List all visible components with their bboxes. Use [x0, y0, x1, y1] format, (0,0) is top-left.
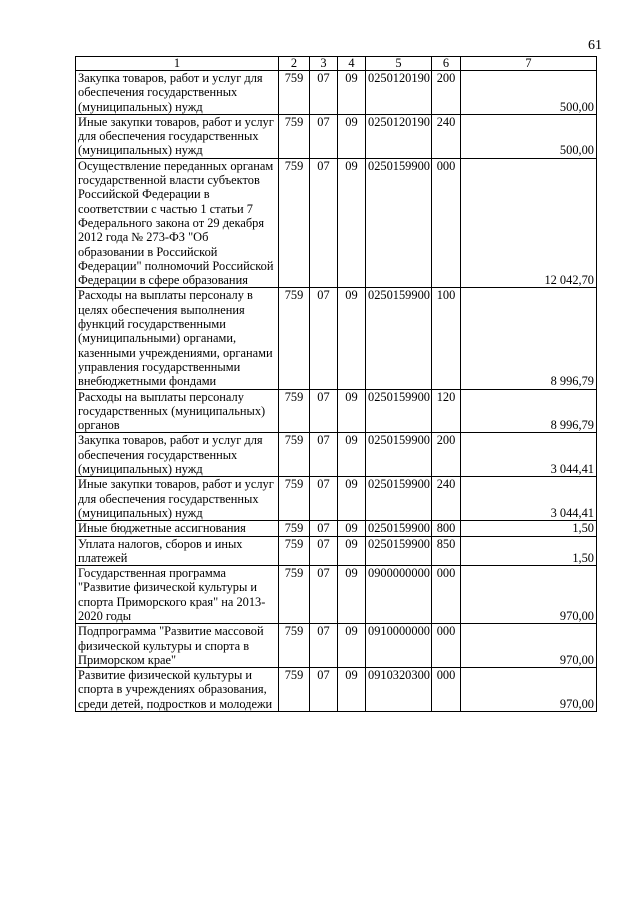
table-row: [76, 477, 597, 521]
subsection-code: 09: [338, 158, 366, 288]
section-code: 07: [310, 566, 338, 624]
table-row: [76, 71, 597, 115]
budget-table: [75, 56, 597, 712]
target-article-code: 0250159900: [366, 288, 432, 389]
ministry-code: 759: [279, 288, 310, 389]
expense-type-code: 240: [432, 114, 461, 158]
expense-name: Иные бюджетные ассигнования: [76, 521, 279, 536]
column-header: 3: [310, 57, 338, 71]
section-code: 07: [310, 624, 338, 668]
expense-type-code: 800: [432, 521, 461, 536]
ministry-code: 759: [279, 624, 310, 668]
target-article-code: 0250120190: [366, 114, 432, 158]
target-article-code: 0250159900: [366, 433, 432, 477]
ministry-code: 759: [279, 114, 310, 158]
table-row: [76, 389, 597, 433]
subsection-code: 09: [338, 477, 366, 521]
expense-type-code: 240: [432, 477, 461, 521]
amount: 8 996,79: [461, 288, 597, 389]
expense-name: Расходы на выплаты персоналу государственных (муниципальных) органов: [76, 389, 279, 433]
target-article-code: 0910320300: [366, 668, 432, 712]
ministry-code: 759: [279, 566, 310, 624]
expense-type-code: 100: [432, 288, 461, 389]
amount: 970,00: [461, 624, 597, 668]
amount: 12 042,70: [461, 158, 597, 288]
expense-name: Расходы на выплаты персоналу в целях обеспечения выполнения функций государственными (муниципальными) органами, казенными учреждениями, органами управления государственными внебюджетными фондами: [76, 288, 279, 389]
expense-type-code: 000: [432, 668, 461, 712]
subsection-code: 09: [338, 433, 366, 477]
table-row: [76, 288, 597, 389]
target-article-code: 0910000000: [366, 624, 432, 668]
column-header: 6: [432, 57, 461, 71]
target-article-code: 0900000000: [366, 566, 432, 624]
expense-type-code: 000: [432, 624, 461, 668]
target-article-code: 0250159900: [366, 521, 432, 536]
ministry-code: 759: [279, 71, 310, 115]
ministry-code: 759: [279, 477, 310, 521]
ministry-code: 759: [279, 389, 310, 433]
ministry-code: 759: [279, 158, 310, 288]
subsection-code: 09: [338, 114, 366, 158]
subsection-code: 09: [338, 624, 366, 668]
amount: 500,00: [461, 71, 597, 115]
target-article-code: 0250159900: [366, 158, 432, 288]
subsection-code: 09: [338, 521, 366, 536]
table-row: [76, 158, 597, 288]
column-header: 5: [366, 57, 432, 71]
expense-type-code: 000: [432, 158, 461, 288]
amount: 1,50: [461, 521, 597, 536]
expense-type-code: 000: [432, 566, 461, 624]
expense-type-code: 850: [432, 536, 461, 566]
column-header: 4: [338, 57, 366, 71]
table-row: [76, 566, 597, 624]
target-article-code: 0250159900: [366, 389, 432, 433]
amount: 1,50: [461, 536, 597, 566]
subsection-code: 09: [338, 536, 366, 566]
section-code: 07: [310, 477, 338, 521]
expense-name: Подпрограмма "Развитие массовой физической культуры и спорта в Приморском крае": [76, 624, 279, 668]
amount: 500,00: [461, 114, 597, 158]
expense-name: Государственная программа "Развитие физической культуры и спорта Приморского края" на 2013-2020 годы: [76, 566, 279, 624]
expense-name: Иные закупки товаров, работ и услуг для обеспечения государственных (муниципальных) нужд: [76, 477, 279, 521]
expense-name: Закупка товаров, работ и услуг для обеспечения государственных (муниципальных) нужд: [76, 433, 279, 477]
amount: 8 996,79: [461, 389, 597, 433]
section-code: 07: [310, 158, 338, 288]
expense-name: Развитие физической культуры и спорта в учреждениях образования, среди детей, подростков и молодежи: [76, 668, 279, 712]
amount: 3 044,41: [461, 433, 597, 477]
expense-type-code: 200: [432, 433, 461, 477]
ministry-code: 759: [279, 521, 310, 536]
section-code: 07: [310, 71, 338, 115]
table-row: [76, 433, 597, 477]
expense-type-code: 200: [432, 71, 461, 115]
section-code: 07: [310, 389, 338, 433]
section-code: 07: [310, 521, 338, 536]
column-header: 2: [279, 57, 310, 71]
section-code: 07: [310, 288, 338, 389]
expense-type-code: 120: [432, 389, 461, 433]
table-row: [76, 668, 597, 712]
amount: 970,00: [461, 566, 597, 624]
table-row: [76, 114, 597, 158]
table-row: [76, 536, 597, 566]
subsection-code: 09: [338, 668, 366, 712]
table-row: [76, 521, 597, 536]
subsection-code: 09: [338, 71, 366, 115]
subsection-code: 09: [338, 389, 366, 433]
section-code: 07: [310, 433, 338, 477]
expense-name: Осуществление переданных органам государственной власти субъектов Российской Федерации в соответствии с частью 1 статьи 7 Федерального закона от 29 декабря 2012 года № 273-ФЗ "Об образовании в Российской Федерации" полномочий Российской Федерации в сфере образования: [76, 158, 279, 288]
subsection-code: 09: [338, 288, 366, 389]
table-row: [76, 624, 597, 668]
expense-name: Иные закупки товаров, работ и услуг для обеспечения государственных (муниципальных) нужд: [76, 114, 279, 158]
section-code: 07: [310, 668, 338, 712]
ministry-code: 759: [279, 668, 310, 712]
target-article-code: 0250159900: [366, 477, 432, 521]
expense-name: Уплата налогов, сборов и иных платежей: [76, 536, 279, 566]
ministry-code: 759: [279, 433, 310, 477]
amount: 3 044,41: [461, 477, 597, 521]
ministry-code: 759: [279, 536, 310, 566]
expense-name: Закупка товаров, работ и услуг для обеспечения государственных (муниципальных) нужд: [76, 71, 279, 115]
column-header: 1: [76, 57, 279, 71]
subsection-code: 09: [338, 566, 366, 624]
section-code: 07: [310, 114, 338, 158]
target-article-code: 0250120190: [366, 71, 432, 115]
section-code: 07: [310, 536, 338, 566]
amount: 970,00: [461, 668, 597, 712]
column-header: 7: [461, 57, 597, 71]
table-header-row: [76, 57, 597, 71]
target-article-code: 0250159900: [366, 536, 432, 566]
page-number: 61: [588, 38, 602, 53]
